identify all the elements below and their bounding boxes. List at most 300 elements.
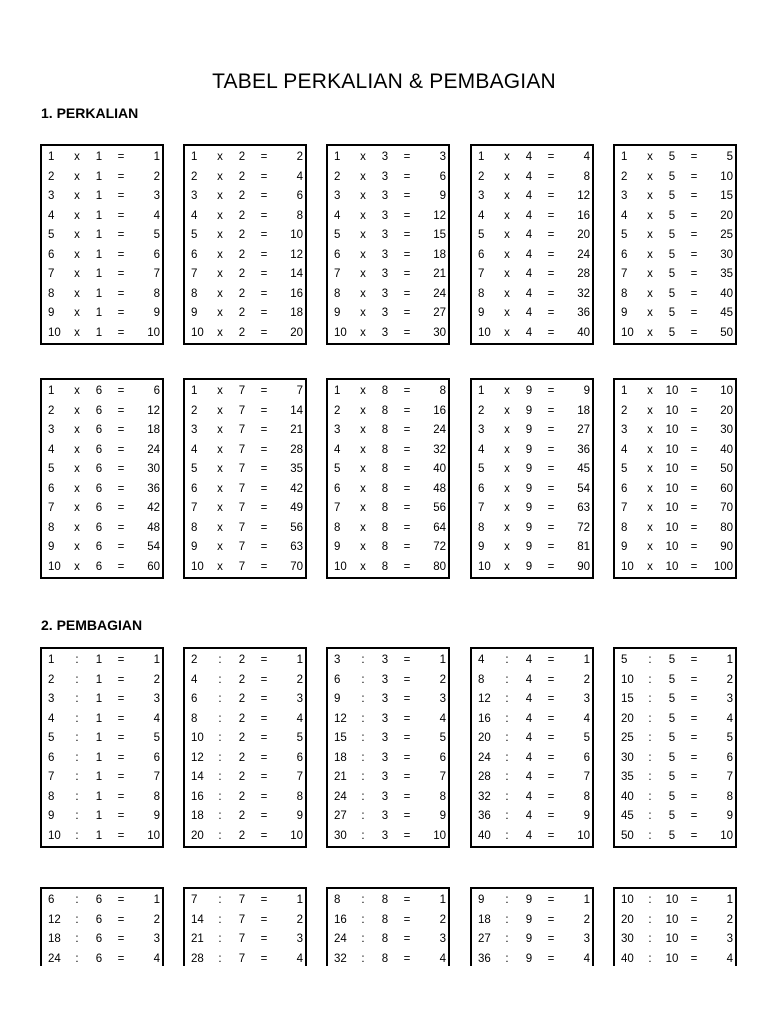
result: 9 bbox=[583, 810, 590, 822]
operator: : bbox=[361, 732, 365, 744]
operand-b: 7 bbox=[238, 560, 246, 573]
operand-a: 30 bbox=[621, 933, 634, 945]
table-row bbox=[185, 690, 305, 710]
result: 50 bbox=[720, 463, 733, 475]
operator: : bbox=[361, 952, 365, 965]
operand-a: 1 bbox=[191, 385, 198, 397]
table-row bbox=[185, 950, 305, 967]
table-row bbox=[185, 421, 305, 441]
operand-a: 2 bbox=[334, 170, 341, 183]
operator: x bbox=[504, 463, 510, 475]
equals-sign: = bbox=[690, 829, 698, 842]
operand-b: 7 bbox=[238, 385, 246, 397]
table-row bbox=[615, 749, 735, 769]
operand-b: 5 bbox=[668, 326, 676, 339]
operator: : bbox=[361, 829, 365, 842]
table-row bbox=[185, 148, 305, 168]
equals-sign: = bbox=[117, 894, 125, 906]
equals-sign: = bbox=[117, 751, 125, 764]
result: 35 bbox=[290, 463, 303, 475]
operand-b: 9 bbox=[525, 913, 533, 926]
operand-a: 5 bbox=[621, 229, 628, 241]
operand-b: 10 bbox=[665, 482, 679, 495]
operator: x bbox=[217, 502, 223, 514]
operator: : bbox=[505, 751, 509, 764]
operand-b: 3 bbox=[381, 307, 389, 319]
operand-a: 3 bbox=[48, 424, 55, 436]
operator: : bbox=[75, 829, 79, 842]
operand-a: 4 bbox=[334, 209, 341, 222]
operand-b: 3 bbox=[381, 771, 389, 783]
operand-a: 8 bbox=[621, 521, 628, 534]
result: 6 bbox=[153, 751, 160, 764]
operator: x bbox=[504, 170, 510, 183]
operand-a: 6 bbox=[191, 693, 198, 705]
operand-b: 7 bbox=[238, 424, 246, 436]
operand-a: 8 bbox=[478, 521, 485, 534]
equals-sign: = bbox=[117, 560, 125, 573]
result: 16 bbox=[290, 287, 303, 300]
operator: : bbox=[505, 933, 509, 945]
result: 4 bbox=[726, 952, 733, 965]
equals-sign: = bbox=[690, 732, 698, 744]
result: 1 bbox=[153, 894, 160, 906]
table-row bbox=[42, 749, 162, 769]
operand-a: 3 bbox=[334, 654, 341, 666]
table-row bbox=[328, 911, 448, 931]
result: 2 bbox=[439, 673, 446, 686]
operator: : bbox=[218, 732, 222, 744]
operand-a: 3 bbox=[48, 190, 55, 202]
equals-sign: = bbox=[690, 482, 698, 495]
operand-b: 4 bbox=[525, 326, 533, 339]
operator: : bbox=[75, 913, 79, 926]
operand-a: 12 bbox=[191, 751, 204, 764]
operator: x bbox=[217, 151, 223, 163]
equals-sign: = bbox=[117, 268, 125, 280]
equals-sign: = bbox=[690, 209, 698, 222]
operand-b: 4 bbox=[525, 790, 533, 803]
equals-sign: = bbox=[690, 170, 698, 183]
operator: : bbox=[648, 952, 652, 965]
result: 12 bbox=[577, 190, 590, 202]
operand-a: 7 bbox=[191, 268, 198, 280]
operand-a: 28 bbox=[191, 952, 204, 965]
operator: : bbox=[218, 810, 222, 822]
equals-sign: = bbox=[690, 443, 698, 456]
equals-sign: = bbox=[403, 385, 411, 397]
table-row bbox=[472, 460, 592, 480]
operand-a: 1 bbox=[48, 151, 55, 163]
operand-a: 9 bbox=[48, 541, 55, 553]
equals-sign: = bbox=[117, 463, 125, 475]
operand-a: 5 bbox=[334, 229, 341, 241]
operand-b: 1 bbox=[95, 673, 103, 686]
table-row bbox=[328, 460, 448, 480]
operand-a: 6 bbox=[621, 248, 628, 261]
operator: x bbox=[647, 463, 653, 475]
table-row bbox=[615, 519, 735, 539]
operator: x bbox=[360, 521, 366, 534]
equals-sign: = bbox=[117, 829, 125, 842]
equals-sign: = bbox=[547, 894, 555, 906]
operand-a: 6 bbox=[334, 673, 341, 686]
equals-sign: = bbox=[547, 248, 555, 261]
result: 7 bbox=[153, 268, 160, 280]
operand-a: 7 bbox=[191, 894, 198, 906]
equals-sign: = bbox=[117, 307, 125, 319]
result: 81 bbox=[577, 541, 590, 553]
operator: x bbox=[360, 209, 366, 222]
operand-b: 2 bbox=[238, 810, 246, 822]
result: 24 bbox=[147, 443, 160, 456]
operand-b: 2 bbox=[238, 771, 246, 783]
operator: : bbox=[505, 913, 509, 926]
operand-b: 2 bbox=[238, 229, 246, 241]
equals-sign: = bbox=[690, 151, 698, 163]
operand-b: 6 bbox=[95, 424, 103, 436]
equals-sign: = bbox=[547, 190, 555, 202]
operand-b: 3 bbox=[381, 693, 389, 705]
operand-b: 5 bbox=[668, 693, 676, 705]
operator: : bbox=[648, 732, 652, 744]
operand-a: 5 bbox=[48, 732, 55, 744]
result: 30 bbox=[720, 248, 733, 261]
table-row bbox=[615, 148, 735, 168]
result: 3 bbox=[726, 933, 733, 945]
operand-a: 5 bbox=[48, 229, 55, 241]
operator: x bbox=[217, 190, 223, 202]
operator: : bbox=[505, 952, 509, 965]
division-table-8 bbox=[326, 887, 450, 966]
result: 80 bbox=[433, 560, 446, 573]
table-row bbox=[42, 891, 162, 911]
table-row bbox=[615, 480, 735, 500]
operand-a: 27 bbox=[478, 933, 491, 945]
operator: : bbox=[505, 829, 509, 842]
operand-a: 9 bbox=[478, 894, 485, 906]
table-row bbox=[472, 671, 592, 691]
operand-b: 1 bbox=[95, 654, 103, 666]
operator: : bbox=[505, 894, 509, 906]
equals-sign: = bbox=[117, 404, 125, 417]
operand-a: 3 bbox=[48, 693, 55, 705]
equals-sign: = bbox=[117, 952, 125, 965]
operand-b: 6 bbox=[95, 404, 103, 417]
operator: x bbox=[217, 268, 223, 280]
operand-a: 50 bbox=[621, 829, 634, 842]
equals-sign: = bbox=[117, 151, 125, 163]
table-row bbox=[472, 788, 592, 808]
table-row bbox=[42, 148, 162, 168]
operator: : bbox=[361, 894, 365, 906]
operator: x bbox=[504, 521, 510, 534]
operator: x bbox=[217, 287, 223, 300]
result: 4 bbox=[296, 952, 303, 965]
result: 14 bbox=[290, 404, 303, 417]
operand-b: 4 bbox=[525, 268, 533, 280]
table-row bbox=[615, 421, 735, 441]
table-row bbox=[185, 499, 305, 519]
operator: x bbox=[74, 151, 80, 163]
operator: x bbox=[217, 521, 223, 534]
operand-a: 2 bbox=[48, 673, 55, 686]
operand-a: 8 bbox=[48, 287, 55, 300]
operand-b: 10 bbox=[665, 385, 679, 397]
operand-a: 5 bbox=[191, 463, 198, 475]
operand-b: 1 bbox=[95, 170, 103, 183]
operator: x bbox=[74, 385, 80, 397]
table-row bbox=[328, 519, 448, 539]
operand-b: 2 bbox=[238, 712, 246, 725]
equals-sign: = bbox=[403, 810, 411, 822]
table-row bbox=[42, 558, 162, 578]
result: 7 bbox=[439, 771, 446, 783]
equals-sign: = bbox=[260, 248, 268, 261]
result: 40 bbox=[577, 326, 590, 339]
operand-b: 6 bbox=[95, 482, 103, 495]
table-row bbox=[185, 382, 305, 402]
operand-a: 3 bbox=[621, 190, 628, 202]
operand-b: 9 bbox=[525, 521, 533, 534]
operand-b: 6 bbox=[95, 443, 103, 456]
operand-b: 3 bbox=[381, 190, 389, 202]
equals-sign: = bbox=[117, 326, 125, 339]
operand-b: 1 bbox=[95, 190, 103, 202]
multiplication-table-10 bbox=[613, 378, 737, 579]
table-row bbox=[328, 710, 448, 730]
result: 7 bbox=[296, 771, 303, 783]
table-row bbox=[42, 168, 162, 188]
operator: : bbox=[218, 693, 222, 705]
operand-a: 7 bbox=[334, 268, 341, 280]
result: 2 bbox=[726, 673, 733, 686]
operand-a: 30 bbox=[334, 829, 347, 842]
table-row bbox=[615, 285, 735, 305]
operand-a: 3 bbox=[478, 190, 485, 202]
operator: : bbox=[218, 829, 222, 842]
operator: x bbox=[504, 443, 510, 456]
operand-b: 10 bbox=[665, 521, 679, 534]
operator: x bbox=[360, 151, 366, 163]
table-row bbox=[615, 187, 735, 207]
division-table-3 bbox=[326, 647, 450, 848]
result: 7 bbox=[726, 771, 733, 783]
equals-sign: = bbox=[403, 502, 411, 514]
operand-b: 1 bbox=[95, 751, 103, 764]
multiplication-table-8 bbox=[326, 378, 450, 579]
operand-a: 24 bbox=[478, 751, 491, 764]
result: 5 bbox=[153, 732, 160, 744]
result: 10 bbox=[577, 829, 590, 842]
operator: x bbox=[647, 307, 653, 319]
operand-a: 10 bbox=[48, 829, 61, 842]
result: 4 bbox=[439, 712, 446, 725]
operator: x bbox=[504, 229, 510, 241]
operand-b: 4 bbox=[525, 673, 533, 686]
table-row bbox=[42, 807, 162, 827]
operator: : bbox=[218, 712, 222, 725]
result: 2 bbox=[583, 673, 590, 686]
table-row bbox=[328, 749, 448, 769]
result: 10 bbox=[720, 829, 733, 842]
operator: x bbox=[504, 385, 510, 397]
equals-sign: = bbox=[547, 712, 555, 725]
operand-a: 1 bbox=[621, 385, 628, 397]
operand-b: 8 bbox=[381, 482, 389, 495]
result: 18 bbox=[147, 424, 160, 436]
equals-sign: = bbox=[117, 502, 125, 514]
equals-sign: = bbox=[403, 307, 411, 319]
operand-a: 5 bbox=[621, 463, 628, 475]
result: 6 bbox=[153, 385, 160, 397]
operand-a: 4 bbox=[48, 712, 55, 725]
table-row bbox=[615, 729, 735, 749]
equals-sign: = bbox=[547, 654, 555, 666]
operand-b: 4 bbox=[525, 829, 533, 842]
operand-a: 2 bbox=[191, 170, 198, 183]
table-row bbox=[328, 246, 448, 266]
operand-a: 27 bbox=[334, 810, 347, 822]
operand-b: 5 bbox=[668, 170, 676, 183]
equals-sign: = bbox=[403, 443, 411, 456]
operand-a: 10 bbox=[621, 673, 634, 686]
table-row bbox=[185, 460, 305, 480]
operand-a: 14 bbox=[191, 913, 204, 926]
operator: : bbox=[361, 654, 365, 666]
table-row bbox=[472, 382, 592, 402]
operand-b: 3 bbox=[381, 829, 389, 842]
result: 36 bbox=[577, 307, 590, 319]
operator: x bbox=[647, 502, 653, 514]
result: 54 bbox=[147, 541, 160, 553]
table-row bbox=[185, 187, 305, 207]
operator: x bbox=[360, 502, 366, 514]
equals-sign: = bbox=[260, 482, 268, 495]
operand-a: 12 bbox=[334, 712, 347, 725]
result: 54 bbox=[577, 482, 590, 495]
equals-sign: = bbox=[690, 521, 698, 534]
result: 5 bbox=[296, 732, 303, 744]
equals-sign: = bbox=[117, 541, 125, 553]
operand-b: 8 bbox=[381, 463, 389, 475]
table-row bbox=[42, 768, 162, 788]
operand-a: 4 bbox=[621, 443, 628, 456]
operator: : bbox=[505, 810, 509, 822]
table-row bbox=[472, 246, 592, 266]
result: 36 bbox=[577, 443, 590, 456]
table-row bbox=[472, 651, 592, 671]
operator: : bbox=[648, 712, 652, 725]
table-row bbox=[42, 538, 162, 558]
table-row bbox=[42, 421, 162, 441]
operand-b: 3 bbox=[381, 751, 389, 764]
multiplication-table-6 bbox=[40, 378, 164, 579]
operand-b: 3 bbox=[381, 326, 389, 339]
operand-a: 10 bbox=[621, 326, 634, 339]
operator: : bbox=[648, 913, 652, 926]
operand-b: 5 bbox=[668, 732, 676, 744]
table-row bbox=[328, 651, 448, 671]
table-row bbox=[328, 729, 448, 749]
operator: x bbox=[504, 560, 510, 573]
equals-sign: = bbox=[117, 443, 125, 456]
operand-a: 20 bbox=[191, 829, 204, 842]
table-row bbox=[472, 207, 592, 227]
operand-a: 5 bbox=[621, 654, 628, 666]
operator: : bbox=[361, 771, 365, 783]
operand-b: 3 bbox=[381, 810, 389, 822]
equals-sign: = bbox=[547, 790, 555, 803]
operand-a: 10 bbox=[621, 560, 634, 573]
equals-sign: = bbox=[260, 693, 268, 705]
table-row bbox=[185, 226, 305, 246]
operand-b: 2 bbox=[238, 170, 246, 183]
operand-b: 8 bbox=[381, 560, 389, 573]
result: 27 bbox=[433, 307, 446, 319]
result: 90 bbox=[577, 560, 590, 573]
operand-b: 2 bbox=[238, 151, 246, 163]
operator: x bbox=[217, 248, 223, 261]
table-row bbox=[472, 265, 592, 285]
operator: : bbox=[218, 673, 222, 686]
result: 21 bbox=[433, 268, 446, 280]
table-row bbox=[472, 285, 592, 305]
operand-b: 4 bbox=[525, 712, 533, 725]
operand-b: 8 bbox=[381, 913, 389, 926]
operand-b: 5 bbox=[668, 209, 676, 222]
operand-a: 36 bbox=[478, 810, 491, 822]
operand-a: 7 bbox=[478, 268, 485, 280]
operand-a: 9 bbox=[334, 307, 341, 319]
result: 50 bbox=[720, 326, 733, 339]
operator: x bbox=[74, 326, 80, 339]
table-row bbox=[42, 304, 162, 324]
table-row bbox=[42, 460, 162, 480]
result: 16 bbox=[577, 209, 590, 222]
equals-sign: = bbox=[403, 482, 411, 495]
equals-sign: = bbox=[690, 693, 698, 705]
operand-b: 5 bbox=[668, 790, 676, 803]
equals-sign: = bbox=[690, 560, 698, 573]
operand-b: 3 bbox=[381, 229, 389, 241]
equals-sign: = bbox=[403, 894, 411, 906]
operand-a: 36 bbox=[478, 952, 491, 965]
result: 100 bbox=[713, 560, 733, 573]
operand-b: 5 bbox=[668, 810, 676, 822]
operand-b: 6 bbox=[95, 560, 103, 573]
table-row bbox=[615, 911, 735, 931]
table-row bbox=[472, 768, 592, 788]
operator: x bbox=[647, 151, 653, 163]
result: 2 bbox=[583, 913, 590, 926]
operand-a: 8 bbox=[48, 790, 55, 803]
operand-a: 2 bbox=[48, 170, 55, 183]
equals-sign: = bbox=[690, 810, 698, 822]
operand-a: 1 bbox=[48, 654, 55, 666]
equals-sign: = bbox=[690, 933, 698, 945]
operator: : bbox=[505, 771, 509, 783]
table-row bbox=[185, 324, 305, 344]
table-row bbox=[42, 690, 162, 710]
operand-b: 6 bbox=[95, 385, 103, 397]
equals-sign: = bbox=[547, 229, 555, 241]
table-row bbox=[615, 651, 735, 671]
equals-sign: = bbox=[117, 790, 125, 803]
result: 8 bbox=[583, 790, 590, 803]
equals-sign: = bbox=[117, 933, 125, 945]
table-row bbox=[328, 207, 448, 227]
